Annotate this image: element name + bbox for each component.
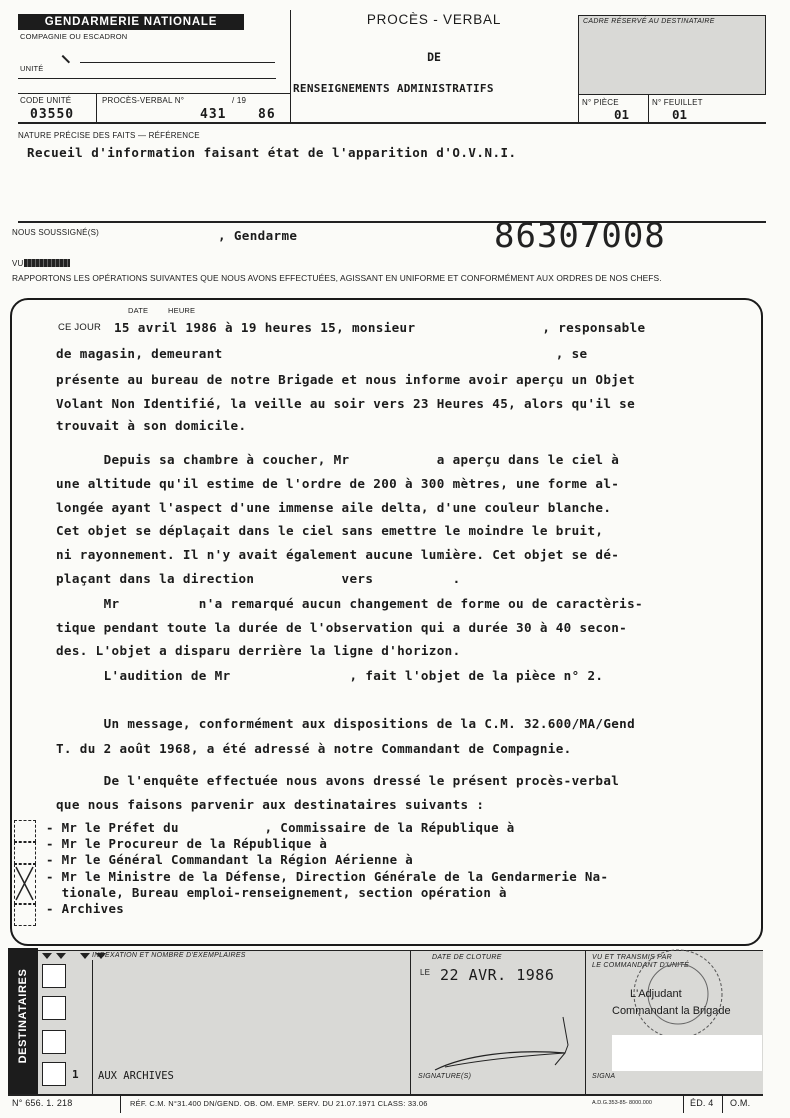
indexation-area xyxy=(38,950,410,1094)
recipient-line: - Archives xyxy=(46,901,125,916)
date-label: DATE xyxy=(128,306,149,315)
body-line: Volant Non Identifié, la veille au soir vers 23 Heures 45, alors qu'il se xyxy=(56,396,636,411)
recipient-checkbox-checked[interactable] xyxy=(14,864,36,904)
code-unite-divider xyxy=(96,94,97,122)
soussigne-rank: , Gendarme xyxy=(218,228,298,243)
signer-rank: L'Adjudant xyxy=(630,988,682,1000)
signer-title: Commandant la Brigade xyxy=(612,1005,731,1017)
org-title: GENDARMERIE NATIONALE xyxy=(44,16,218,28)
vu-transmis-line1: VU ET TRANSMIS PAR xyxy=(592,954,672,961)
body-line: Mr n'a remarqué aucun changement de forme ou de caractèris- xyxy=(56,596,643,611)
body-line: Un message, conformément aux dispositions de la C.M. 32.600/MA/Gend xyxy=(56,716,636,731)
body-line: ni rayonnement. Il n'y avait également aucune lumière. Cet objet se dé- xyxy=(56,547,620,562)
title-line-1: PROCÈS - VERBAL xyxy=(366,12,502,27)
recipient-checkbox[interactable] xyxy=(14,842,36,864)
indexation-divider xyxy=(92,960,93,1094)
signature-redaction xyxy=(612,1035,762,1071)
unite-label: UNITÉ xyxy=(20,64,44,73)
unite-line xyxy=(18,78,276,79)
handwritten-signature xyxy=(425,1015,575,1075)
om-label: O.M. xyxy=(730,1098,751,1108)
title-line-2: DE xyxy=(427,50,441,64)
body-line: L'audition de Mr , fait l'objet de la pièce n° 2. xyxy=(56,668,604,683)
vu-redaction xyxy=(24,259,70,267)
pv-year-value: 86 xyxy=(258,107,276,122)
indexation-label: INDEXATION ET NOMBRE D'EXEMPLAIRES xyxy=(92,952,246,959)
body-line: 15 avril 1986 à 19 heures 15, monsieur , responsable xyxy=(114,320,646,335)
recipient-checkbox[interactable] xyxy=(14,820,36,842)
le-label: LE xyxy=(420,968,431,977)
pv-number-value: 431 xyxy=(200,107,227,122)
header-bottom-line xyxy=(18,122,766,124)
title-line-3: RENSEIGNEMENTS ADMINISTRATIFS xyxy=(293,82,494,95)
body-line: que nous faisons parvenir aux destinataires suivants : xyxy=(56,797,485,812)
cadre-divider xyxy=(578,95,579,123)
cadre-reserve-box xyxy=(578,15,766,95)
recipient-line: - Mr le Préfet du , Commissaire de la République à xyxy=(46,820,515,835)
printer-code: A.D.G.353-85- 8000.000 xyxy=(592,1100,652,1106)
rapportons-text: RAPPORTONS LES OPÉRATIONS SUIVANTES QUE NOUS AVONS EFFECTUÉES, AGISSANT EN UNIFORME ET CONFORMÉMENT AUX ORDRES DE NOS CHEFS. xyxy=(12,273,662,283)
body-line: des. L'objet a disparu derrière la ligne d'horizon. xyxy=(56,643,461,658)
indexation-box[interactable] xyxy=(42,1030,66,1054)
piece-value: 01 xyxy=(614,107,630,122)
recipient-line: - Mr le Général Commandant la Région Aérienne à xyxy=(46,852,414,867)
soussigne-label: NOUS SOUSSIGNÉ(S) xyxy=(12,228,99,237)
feuillet-value: 01 xyxy=(672,107,688,122)
vu-label: VU xyxy=(12,259,24,268)
recipient-line: - Mr le Ministre de la Défense, Direction Générale de la Gendarmerie Na- xyxy=(46,869,609,884)
recipient-line: - Mr le Procureur de la République à xyxy=(46,836,328,851)
footer-bottom-line xyxy=(8,1094,763,1096)
pv-number-label: PROCÈS-VERBAL N° xyxy=(102,96,185,105)
body-line: trouvait à son domicile. xyxy=(56,418,247,433)
signa-label: SIGNA xyxy=(592,1073,616,1080)
nature-label: NATURE PRÉCISE DES FAITS — RÉFÉRENCE xyxy=(18,131,200,140)
body-line: tique pendant toute la durée de l'observation qui a durée 30 à 40 secon- xyxy=(56,620,628,635)
om-divider xyxy=(722,1095,723,1113)
body-line: longée ayant l'aspect d'une immense aile delta, d'une couleur blanche. xyxy=(56,500,612,515)
body-line: Depuis sa chambre à coucher, Mr a aperçu dans le ciel à xyxy=(56,452,620,467)
archive-count: 1 xyxy=(72,1068,79,1081)
edition-label: ÉD. 4 xyxy=(690,1098,714,1108)
body-line: de magasin, demeurant , se xyxy=(56,346,588,361)
cloture-label: DATE DE CLOTURE xyxy=(432,954,502,961)
indexation-box[interactable] xyxy=(42,1062,66,1086)
destinataires-label: DESTINATAIRES xyxy=(17,968,29,1064)
header-row-line xyxy=(18,93,290,94)
reference-text: RÉF. C.M. N°31.400 DN/GEND. OB. OM. EMP. SERV. DU 21.07.1971 CLASS: 33.06 xyxy=(130,1099,428,1108)
code-unite-label: CODE UNITÉ xyxy=(20,96,72,105)
body-line: une altitude qu'il estime de l'ordre de 200 à 300 mètres, une forme al- xyxy=(56,476,620,491)
body-line: présente au bureau de notre Brigade et nous informe avoir aperçu un Objet xyxy=(56,372,636,387)
body-line: T. du 2 août 1968, a été adressé à notre Commandant de Compagnie. xyxy=(56,741,572,756)
compagnie-line xyxy=(80,62,275,63)
recipient-checkbox[interactable] xyxy=(14,904,36,926)
indexation-box[interactable] xyxy=(42,964,66,988)
compagnie-label: COMPAGNIE OU ESCADRON xyxy=(20,32,128,41)
piece-divider xyxy=(648,95,649,123)
stamp-number: 86307008 xyxy=(494,216,666,256)
ce-jour-label: CE JOUR xyxy=(58,322,102,333)
pv-year-suffix: / 19 xyxy=(232,96,247,105)
form-divider xyxy=(120,1095,121,1113)
cloture-date: 22 AVR. 1986 xyxy=(440,966,555,984)
code-unite-value: 03550 xyxy=(30,107,75,122)
nature-text: Recueil d'information faisant état de l'apparition d'O.V.N.I. xyxy=(27,145,517,160)
edition-divider xyxy=(683,1095,684,1113)
body-line: De l'enquête effectuée nous avons dressé le présent procès-verbal xyxy=(56,773,620,788)
feuillet-label: N° FEUILLET xyxy=(652,98,703,107)
signature-label: SIGNATURE(S) xyxy=(418,1073,472,1080)
vu-transmis-line2: LE COMMANDANT D'UNITÉ xyxy=(592,962,690,969)
unite-tick xyxy=(56,55,70,69)
piece-label: N° PIÈCE xyxy=(582,98,619,107)
recipient-line: tionale, Bureau emploi-renseignement, section opération à xyxy=(46,885,507,900)
cadre-reserve-label: CADRE RÉSERVÉ AU DESTINATAIRE xyxy=(583,18,715,25)
heure-label: HEURE xyxy=(168,306,196,315)
indexation-box[interactable] xyxy=(42,996,66,1020)
body-line: plaçant dans la direction vers . xyxy=(56,571,461,586)
form-number: N° 656. 1. 218 xyxy=(12,1098,73,1108)
body-line: Cet objet se déplaçait dans le ciel sans emettre le moindre le bruit, xyxy=(56,523,604,538)
archive-label: AUX ARCHIVES xyxy=(98,1070,174,1082)
